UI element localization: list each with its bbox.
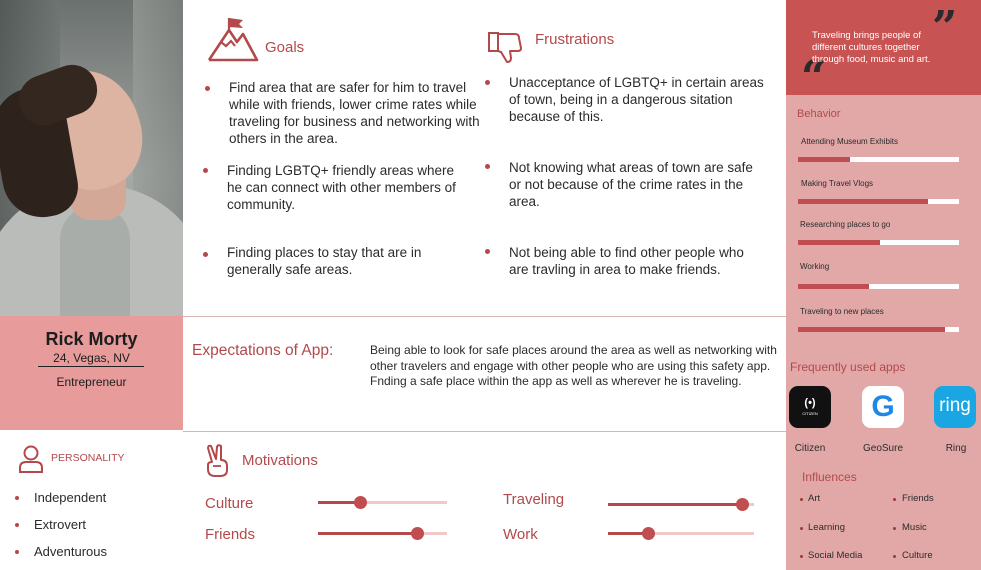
apps-title: Frequently used apps [790, 360, 906, 374]
influence-item: Music [902, 522, 927, 533]
mountain-flag-icon [207, 16, 259, 62]
motivations-title: Motivations [242, 452, 318, 469]
person-icon [18, 444, 44, 474]
slider-knob[interactable] [642, 527, 655, 540]
open-quote-icon: “ [801, 52, 827, 103]
slider-knob[interactable] [354, 496, 367, 509]
behavior-bar [798, 327, 959, 332]
behavior-bar [798, 284, 959, 289]
persona-name: Rick Morty [45, 329, 138, 349]
goals-title: Goals [265, 39, 305, 56]
persona-quote: Traveling brings people of different cultures together through food, music and art. [812, 30, 931, 65]
slider-knob[interactable] [411, 527, 424, 540]
influence-item: Social Media [808, 550, 863, 561]
behavior-bar [798, 240, 959, 245]
influence-item: Art [808, 493, 821, 504]
motivation-label: Work [503, 526, 538, 543]
behavior-label: Making Travel Vlogs [801, 179, 874, 188]
motivation-slider[interactable] [608, 503, 754, 506]
profile-photo [0, 0, 183, 316]
behavior-bar [798, 199, 959, 204]
behavior-bar [798, 157, 959, 162]
motivation-slider[interactable] [608, 532, 754, 535]
influences-title: Influences [802, 470, 857, 484]
citizen-app-icon[interactable]: (•) CITIZEN [789, 386, 831, 428]
app-name: GeoSure [862, 443, 904, 454]
app-name: Ring [945, 443, 967, 454]
personality-title: PERSONALITY [51, 452, 125, 464]
behavior-label: Working [800, 262, 830, 271]
persona-meta: 24, Vegas, NV [53, 351, 130, 365]
influence-item: Culture [902, 550, 933, 561]
close-quote-icon: ” [932, 2, 958, 53]
influence-item: Friends [902, 493, 934, 504]
motivation-label: Friends [205, 526, 256, 543]
persona-occupation: Entrepreneur [56, 375, 127, 389]
ring-app-icon[interactable]: ring [934, 386, 976, 428]
motivation-label: Traveling [503, 491, 565, 508]
geosure-app-icon[interactable]: G [862, 386, 904, 428]
expectations-text: Being able to look for safe places around the area as well as networking with other travelers and engage with other people who are using this safety app. Fnding a safe place within the app as well as wherever he is traveling. [370, 343, 777, 388]
section-divider [183, 316, 786, 317]
influence-item: Learning [808, 522, 845, 533]
app-name: Citizen [794, 443, 826, 454]
behavior-label: Traveling to new places [800, 307, 884, 316]
behavior-title: Behavior [797, 108, 841, 120]
slider-knob[interactable] [736, 498, 749, 511]
motivation-slider[interactable] [318, 532, 447, 535]
peace-hand-icon [205, 444, 231, 478]
behavior-label: Researching places to go [800, 220, 891, 229]
motivation-slider[interactable] [318, 501, 447, 504]
section-divider [183, 431, 786, 432]
thumbs-down-icon [487, 30, 523, 64]
behavior-label: Attending Museum Exhibits [801, 137, 898, 146]
frustrations-title: Frustrations [535, 31, 615, 48]
expectations-title: Expectations of App: [192, 342, 334, 359]
motivation-label: Culture [205, 495, 254, 512]
name-divider [38, 366, 144, 367]
